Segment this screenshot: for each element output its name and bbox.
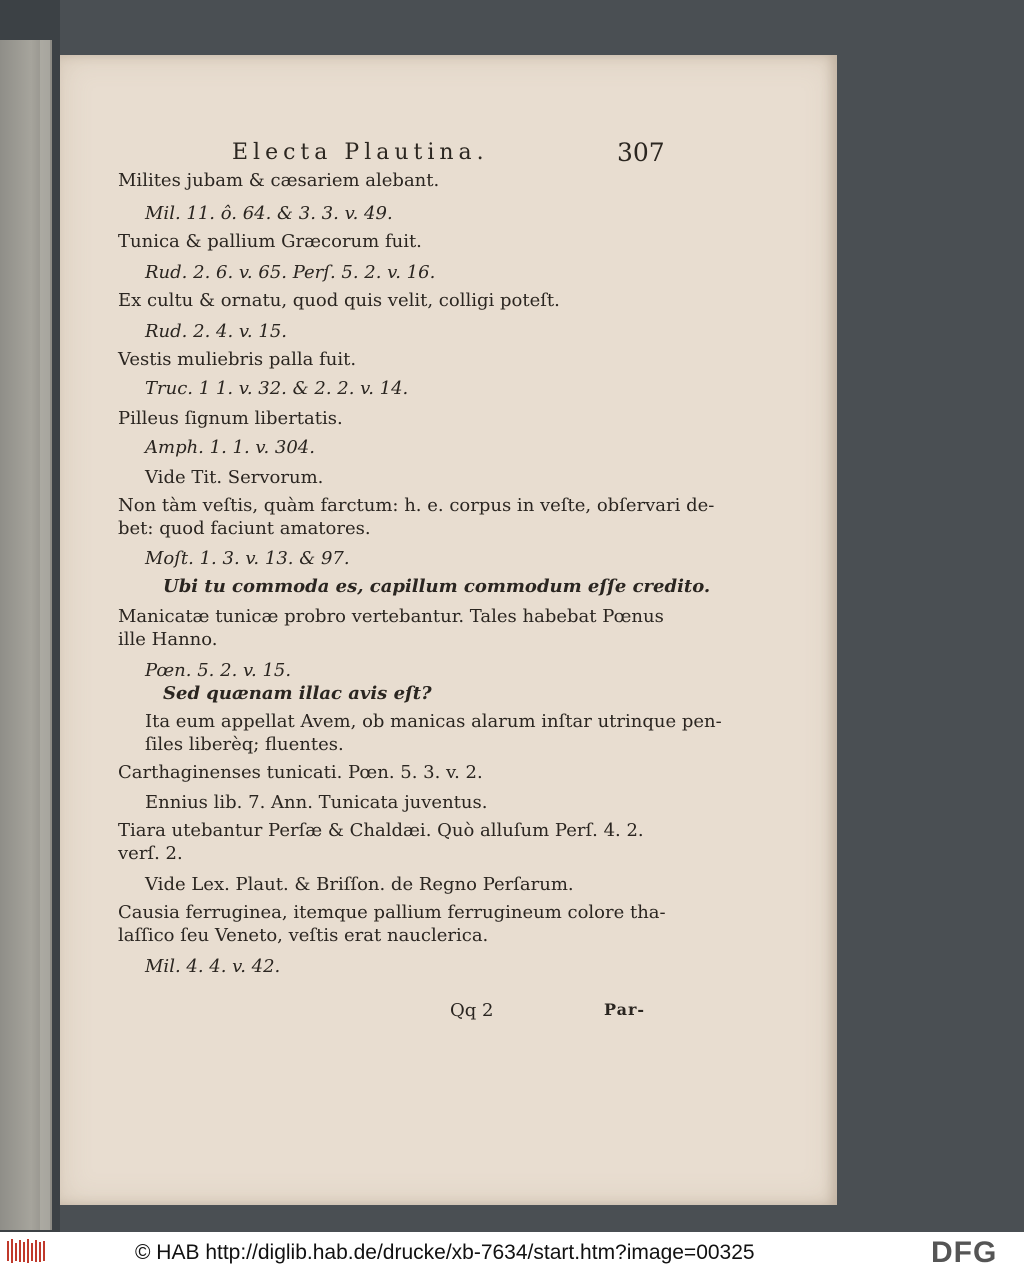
text-line: Pilleus ſignum libertatis. <box>118 408 343 429</box>
text-line: Vestis muliebris palla fuit. <box>118 349 357 370</box>
text-line: Causia ferruginea, itemque pallium ferrugineum colore tha- <box>118 902 666 923</box>
text-line: Moſt. 1. 3. v. 13. & 97. <box>145 548 350 569</box>
text-line: Vide Tit. Servorum. <box>145 467 324 488</box>
dfg-logo: DFG <box>931 1236 998 1269</box>
copyright-link[interactable]: © HAB http://diglib.hab.de/drucke/xb-7634/start.htm?image=00325 <box>135 1241 755 1264</box>
text-line: ſiles liberèq; fluentes. <box>145 734 344 755</box>
text-line: Ubi tu commoda es, capillum commodum eſſe credito. <box>163 576 711 597</box>
text-line: Non tàm veſtis, quàm farctum: h. e. corpus in veſte, obſervari de- <box>118 495 715 516</box>
text-line: Tiara utebantur Perſæ & Chaldæi. Quò alluſum Perſ. 4. 2. <box>118 820 644 841</box>
text-line: laſſico ſeu Veneto, veſtis erat nauclerica. <box>118 925 489 946</box>
text-line: verſ. 2. <box>118 843 183 864</box>
text-line: Mil. 11. ô. 64. & 3. 3. v. 49. <box>145 203 393 224</box>
text-line: Milites jubam & cæsariem alebant. <box>118 170 440 191</box>
page-number: 307 <box>617 138 665 167</box>
previous-page-strip <box>40 40 50 1230</box>
text-line: Rud. 2. 4. v. 15. <box>145 321 288 342</box>
text-line: Ita eum appellat Avem, ob manicas alarum inſtar utrinque pen- <box>145 711 722 732</box>
text-line: bet: quod faciunt amatores. <box>118 518 371 539</box>
text-line: Carthaginenses tunicati. Pœn. 5. 3. v. 2. <box>118 762 483 783</box>
text-line: Tunica & pallium Græcorum fuit. <box>118 231 422 252</box>
text-line: Mil. 4. 4. v. 42. <box>145 956 281 977</box>
text-line: Pœn. 5. 2. v. 15. <box>145 660 292 681</box>
text-line: Vide Lex. Plaut. & Briſſon. de Regno Perſarum. <box>145 874 574 895</box>
signature-mark: Qq 2 <box>450 1000 494 1021</box>
text-line: Ennius lib. 7. Ann. Tunicata juventus. <box>145 792 488 813</box>
text-line: Sed quænam illac avis eſt? <box>163 683 432 704</box>
hab-barcode-logo-icon <box>6 1237 46 1265</box>
catchword: Par- <box>604 1000 646 1019</box>
text-line: Rud. 2. 6. v. 65. Perſ. 5. 2. v. 16. <box>145 262 436 283</box>
text-line: Ex cultu & ornatu, quod quis velit, colligi poteſt. <box>118 290 560 311</box>
text-line: Amph. 1. 1. v. 304. <box>145 437 315 458</box>
text-line: Manicatæ tunicæ probro vertebantur. Tales habebat Pœnus <box>118 606 664 627</box>
text-line: ille Hanno. <box>118 629 218 650</box>
running-header: Electa Plautina. <box>232 140 489 165</box>
text-line: Truc. 1 1. v. 32. & 2. 2. v. 14. <box>145 378 409 399</box>
